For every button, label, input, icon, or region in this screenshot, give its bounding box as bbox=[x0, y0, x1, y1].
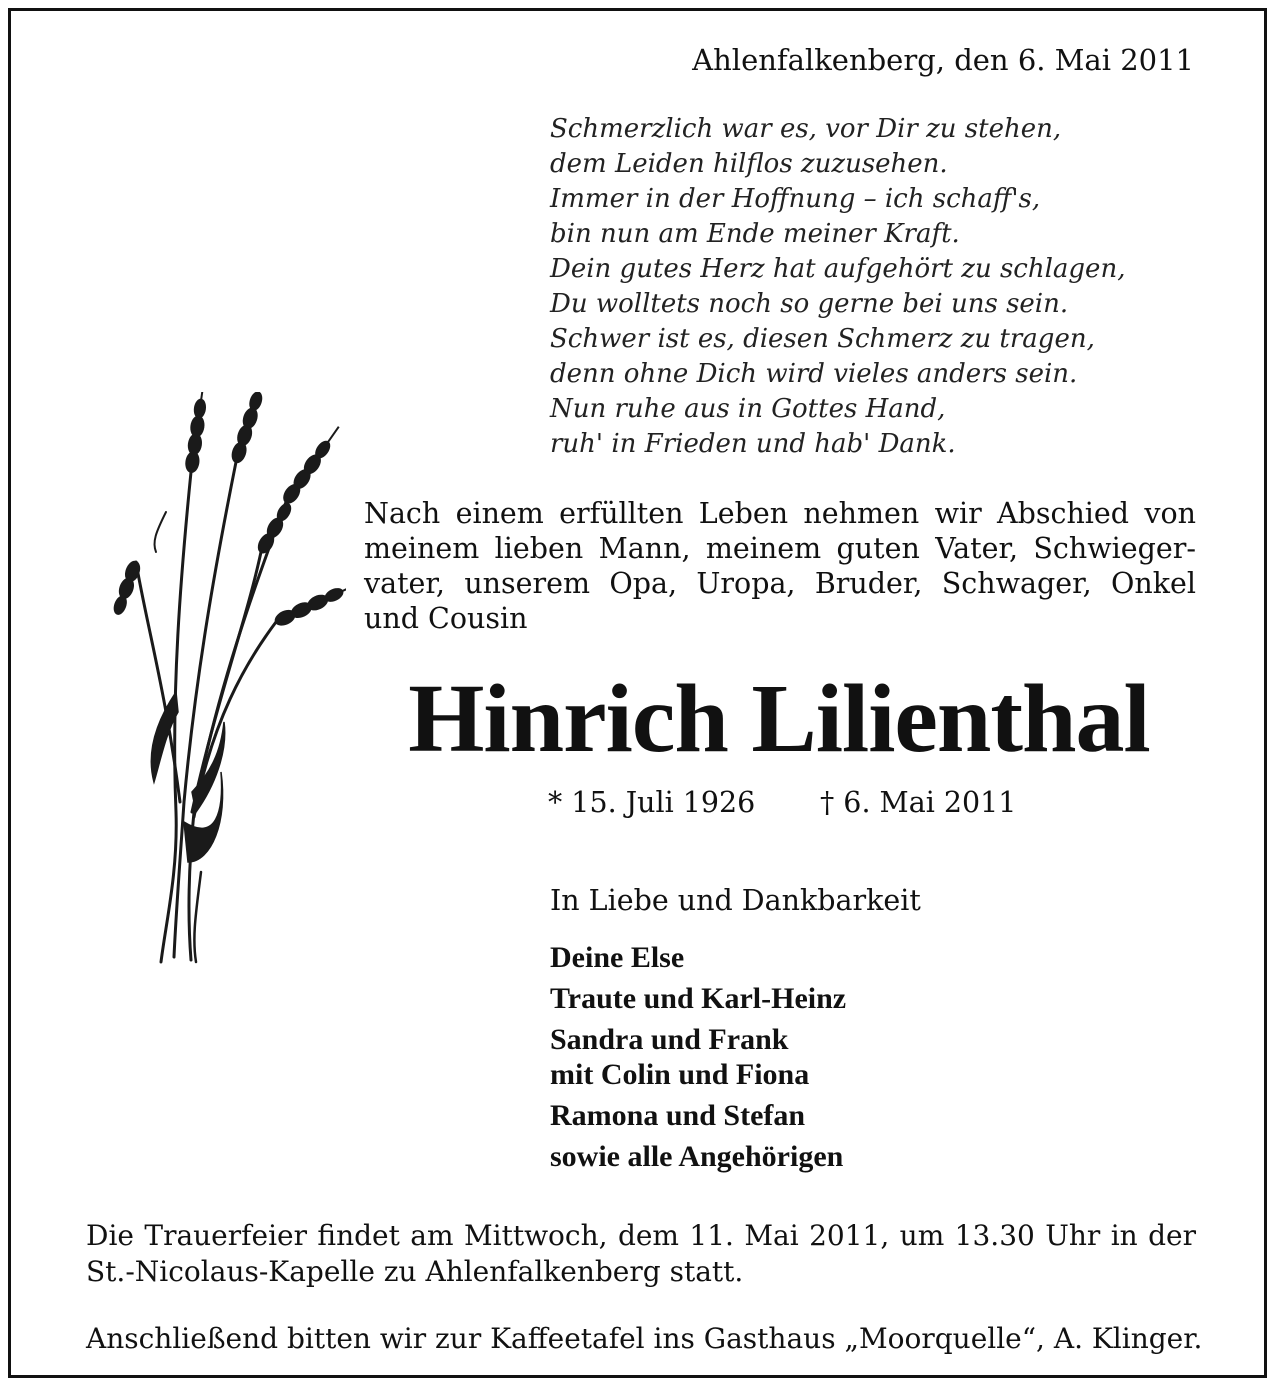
mourner-name: Deine Else bbox=[550, 941, 685, 974]
intro-line: vater, unserem Opa, Uropa, Bruder, Schwager, Onkel bbox=[364, 567, 1196, 600]
intro-text bbox=[364, 496, 1196, 636]
coffee-info: Anschließend bitten wir zur Kaffeetafel ins Gasthaus „Moorquelle“, A. Klinger. bbox=[86, 1322, 1203, 1355]
intro-line: Nach einem erfüllten Leben nehmen wir Abschied von bbox=[364, 497, 1196, 530]
mourner-name: Traute und Karl-Heinz bbox=[550, 982, 847, 1015]
poem-line: bin nun am Ende meiner Kraft. bbox=[550, 219, 960, 249]
service-line: Die Trauerfeier findet am Mittwoch, dem 11. Mai 2011, um 13.30 Uhr in der bbox=[86, 1219, 1196, 1252]
poem-line: Dein gutes Herz hat aufgehört zu schlagen, bbox=[550, 254, 1126, 284]
service-info bbox=[86, 1218, 1196, 1290]
birth-date: * 15. Juli 1926 bbox=[548, 786, 756, 819]
intro-line: und Cousin bbox=[364, 602, 528, 635]
mourners-list bbox=[550, 940, 846, 1174]
mourner-name: Ramona und Stefan bbox=[550, 1099, 806, 1132]
poem-line: denn ohne Dich wird vieles anders sein. bbox=[550, 359, 1078, 389]
poem bbox=[550, 112, 1125, 462]
place-date: Ahlenfalkenberg, den 6. Mai 2011 bbox=[692, 43, 1194, 77]
poem-line: Nun ruhe aus in Gottes Hand, bbox=[550, 394, 946, 424]
dedication: In Liebe und Dankbarkeit bbox=[550, 884, 921, 917]
mourner-name: mit Colin und Fiona bbox=[550, 1058, 810, 1091]
poem-line: Schmerzlich war es, vor Dir zu stehen, bbox=[550, 114, 1062, 144]
poem-line: ruh' in Frieden und hab' Dank. bbox=[550, 429, 956, 459]
death-date: † 6. Mai 2011 bbox=[820, 786, 1017, 819]
poem-line: Du wolltets noch so gerne bei uns sein. bbox=[550, 289, 1069, 319]
deceased-name: Hinrich Lilienthal bbox=[408, 665, 1150, 773]
wheat-sheaf-icon bbox=[96, 392, 346, 972]
mourner-name: sowie alle Angehörigen bbox=[550, 1140, 844, 1173]
service-line: St.-Nicolaus-Kapelle zu Ahlenfalkenberg statt. bbox=[86, 1255, 744, 1288]
poem-line: Schwer ist es, diesen Schmerz zu tragen, bbox=[550, 324, 1095, 354]
poem-line: dem Leiden hilflos zuzusehen. bbox=[550, 149, 948, 179]
intro-line: meinem lieben Mann, meinem guten Vater, Schwieger- bbox=[364, 532, 1196, 565]
poem-line: Immer in der Hoffnung – ich schaff's, bbox=[550, 184, 1041, 214]
mourner-name: Sandra und Frank bbox=[550, 1023, 789, 1056]
